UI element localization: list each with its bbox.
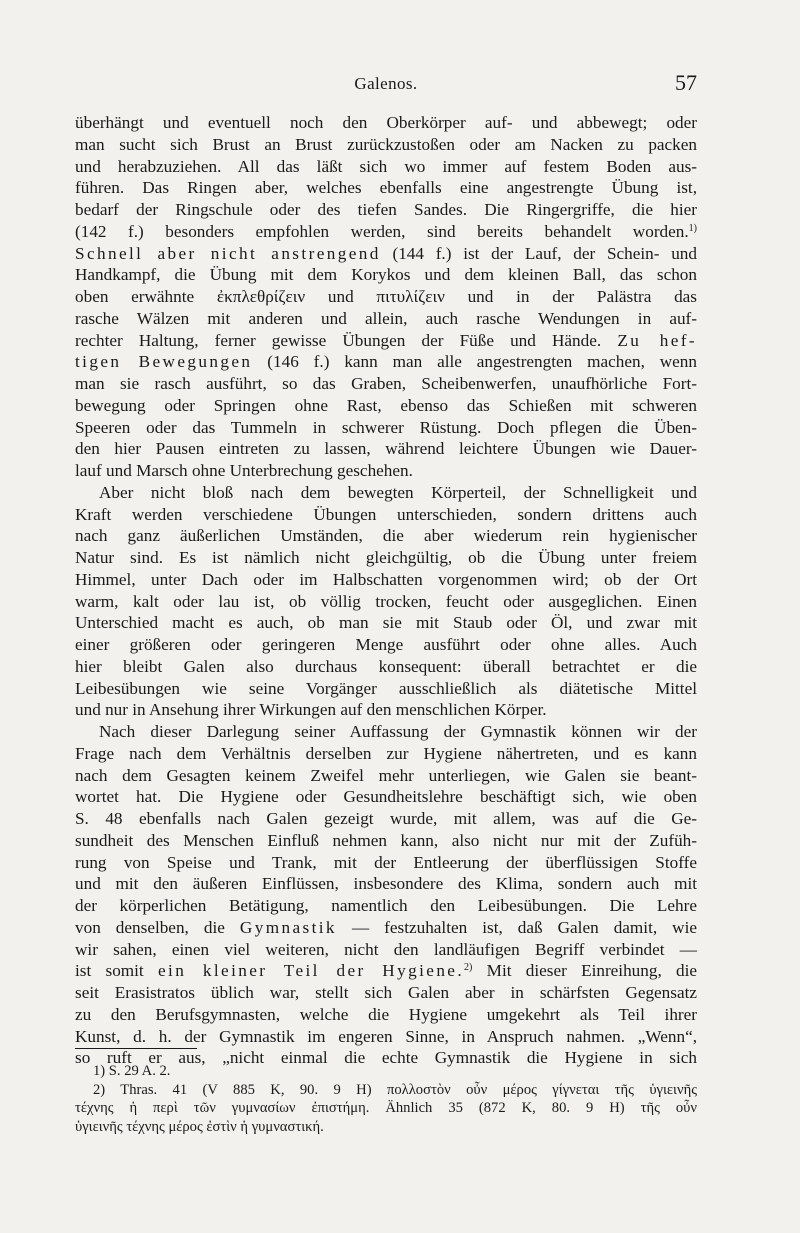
text-line: Leibesübungen wie seine Vorgänger ausschließlich als diätetische Mittel [75, 678, 697, 698]
footnote-2-continued: ὑγιεινῆς τέχνης μέρος ἐστὶν ἡ γυμναστική. [75, 1118, 324, 1135]
footnote-mark: 2) [464, 962, 473, 974]
text-line: bedarf der Ringschule oder des tiefen Sandes. Die Ringergriffe, die hier [75, 200, 697, 219]
text-line: seit Erasistratos üblich war, stellt sich Galen aber in schärfsten Gegensatz [75, 983, 697, 1002]
text-segment: von denselben, die [75, 917, 225, 937]
text-segment: kann man alle angestrengten machen, wenn [344, 352, 697, 372]
footnote-2: 2) Thras. 41 (V 885 K, 90. 9 H) πολλοστὸν οὖν μέρος γίγνεται τῆς ὑγιεινῆς [93, 1081, 697, 1098]
text-line: den hier Pausen eintreten zu lassen, während leichtere Übungen wie Dauer- [75, 439, 697, 459]
text-segment: Mit dieser Einreihung, die [486, 961, 698, 981]
text-line: rung von Speise und Trank, mit der Entleerung der überflüssigen Stoffe [75, 852, 697, 872]
text-line: einer größeren oder geringeren Menge ausführt oder ohne alles. Auch [75, 635, 697, 654]
footnote-1: 1) S. 29 A. 2. [93, 1063, 171, 1079]
text-segment: — festzuhalten ist, daß Galen damit, wie [351, 917, 697, 937]
spaced-phrase: Schnell aber nicht anstrengend [75, 243, 381, 263]
text-line: S. 48 ebenfalls nach Galen gezeigt wurde, mit allem, was auf die Ge- [75, 809, 697, 828]
text-line: hier bleibt Galen also durchaus konsequent: überall betrachtet er die [75, 656, 697, 676]
text-line: und nur in Ansehung ihrer Wirkungen auf den menschlichen Körper. [75, 700, 547, 720]
text-line: sundheit des Menschen Einfluß nehmen kann, also nicht nur mit der Zufüh- [75, 830, 697, 850]
text-line: wortet hat. Die Hygiene oder Gesundheitslehre beschäftigt sich, wie oben [75, 787, 697, 807]
text-line: man sie rasch ausführt, so das Graben, Scheibenwerfen, unaufhörliche Fort- [75, 374, 697, 393]
text-line: Natur sind. Es ist nämlich nicht gleichgültig, ob die Übung unter freiem [75, 548, 697, 567]
text-line: und mit den äußeren Einflüssen, insbesondere des Klima, sondern auch mit [75, 874, 697, 894]
text-line: Frage nach dem Verhältnis derselben zur Hygiene nähertreten, und es kann [75, 743, 697, 763]
text-line: Aber nicht bloß nach dem bewegten Körperteil, der Schnelligkeit und [99, 482, 697, 502]
text-line: rasche Wälzen mit anderen und allein, auch rasche Wendungen in auf- [75, 308, 697, 328]
text-segment: ist somit [75, 961, 144, 981]
text-line: wir sahen, einen viel weiteren, nicht den landläufigen Begriff verbindet — [75, 939, 697, 959]
running-head [75, 70, 697, 100]
text-line: und herabzuziehen. All das läßt sich wo immer auf festem Boden aus- [75, 156, 697, 176]
text-line: zu den Berufsgymnasten, welche die Hygiene umgekehrt als Teil ihrer [75, 1004, 697, 1024]
page-number: 57 [675, 70, 697, 95]
spaced-phrase: tigen Bewegungen [75, 352, 253, 372]
reference: (146 f.) [267, 352, 330, 372]
text-line: Himmel, unter Dach oder im Halbschatten vorgenommen wird; ob der Ort [75, 569, 697, 589]
running-title: Galenos. [354, 74, 418, 93]
text-line: man sucht sich Brust an Brust zurückzustoßen oder am Nacken zu packen [75, 134, 697, 154]
footnote-2-continued: τέχνης ἡ περὶ τῶν γυμνασίων ἐπιστήμη. Ähnlich 35 (872 K, 80. 9 H) τῆς οὖν [75, 1100, 697, 1116]
footnote-mark: 1) [688, 222, 697, 234]
text-line: warm, kalt oder lau ist, ob völlig trocken, feucht oder ausgeglichen. Einen [75, 591, 697, 611]
spaced-phrase: Gymnastik [239, 917, 337, 937]
text-line: Nach dieser Darlegung seiner Auffassung der Gymnastik können wir der [99, 722, 697, 741]
spaced-phrase: Zu hef- [617, 330, 698, 350]
text-line: nach dem Gesagten keinem Zweifel mehr unterliegen, wie Galen sie beant- [75, 765, 697, 785]
text-line [75, 351, 697, 373]
text-line: oben erwähnte ἐκπλεθρίζειν und πιτυλίζειν und in der Palästra das [75, 287, 697, 306]
text-line: Speeren oder das Tummeln in schwerer Rüstung. Doch pflegen die Üben- [75, 417, 697, 437]
text-line: bewegung oder Springen ohne Rast, ebenso das Schießen mit schweren [75, 395, 697, 415]
text-line [75, 330, 697, 352]
text-line: lauf und Marsch ohne Unterbrechung geschehen. [75, 461, 413, 480]
spaced-phrase: ein kleiner Teil der Hygiene. [158, 961, 465, 981]
text-line: führen. Das Ringen aber, welches ebenfalls eine angestrengte Übung ist, [75, 178, 697, 198]
text-line: Kunst, d. h. der Gymnastik im engeren Sinne, in Anspruch nahmen. „Wenn“, [75, 1026, 697, 1046]
text-segment: ist der Lauf, der Schein- und [463, 243, 697, 263]
text-line: Handkampf, die Übung mit dem Korykos und dem kleinen Ball, das schon [75, 265, 697, 285]
text-line: so ruft er aus, „nicht einmal die echte Gymnastik die Hygiene in sich [75, 1048, 697, 1068]
text-segment: rechter Haltung, ferner gewisse Übungen der Füße und Hände. [75, 330, 602, 350]
text-segment: (142 f.) besonders empfohlen werden, sind bereits behandelt worden. [75, 221, 689, 241]
footnotes [75, 1062, 697, 1136]
body-text [75, 112, 697, 1069]
text-line: nach ganz äußerlichen Umständen, die aber wiederum rein hygienischer [75, 526, 697, 546]
text-line: Unterschied macht es auch, ob man sie mit Staub oder Öl, und zwar mit [75, 613, 697, 633]
text-line [75, 221, 697, 243]
text-line [75, 917, 697, 939]
text-line [75, 960, 697, 982]
text-line [75, 243, 697, 265]
footnote-divider [75, 1048, 197, 1049]
text-line: überhängt und eventuell noch den Oberkörper auf- und abbewegt; oder [75, 113, 697, 132]
text-line: der körperlichen Betätigung, namentlich den Leibesübungen. Die Lehre [75, 896, 697, 915]
reference: (144 f.) [392, 243, 452, 263]
text-line: Kraft werden verschiedene Übungen unterschieden, sondern drittens auch [75, 504, 697, 524]
